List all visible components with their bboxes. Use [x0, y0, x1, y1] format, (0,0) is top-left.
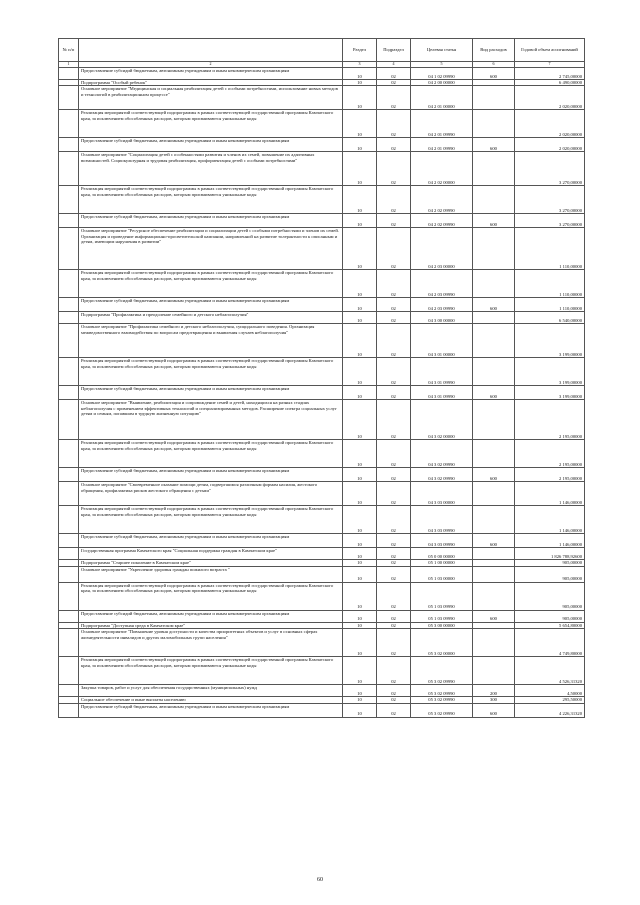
table-row [59, 386, 585, 400]
row-vid-cell [473, 228, 515, 270]
row-number-cell [59, 440, 79, 468]
column-number: 2 [79, 62, 343, 68]
row-vid-cell: 600 [473, 214, 515, 228]
row-target-cell: 04 3 03 00000 [411, 482, 473, 506]
row-podrazdel-cell: 02 [377, 110, 411, 138]
row-sum-cell: 2 195,00000 [515, 440, 585, 468]
row-name-cell: Реализация мероприятий соответствующей подпрограммы в рамках соответствующей государственной программы Камчатского края, за исключением обособленных расходов, которым присваиваются уникальные коды [79, 186, 343, 214]
row-sum-cell: 2 745,00000 [515, 68, 585, 80]
row-name-cell: Предоставление субсидий бюджетным, автономным учреждениям и иным некоммерческим организациям [79, 610, 343, 622]
table-row [59, 400, 585, 440]
row-vid-cell [473, 110, 515, 138]
row-number-cell [59, 506, 79, 534]
row-podrazdel-cell: 02 [377, 214, 411, 228]
row-target-cell: 04 2 01 09990 [411, 110, 473, 138]
row-target-cell: 04 3 02 09990 [411, 468, 473, 482]
row-target-cell: 04 3 01 00000 [411, 324, 473, 358]
row-vid-cell: 600 [473, 610, 515, 622]
row-podrazdel-cell: 02 [377, 186, 411, 214]
row-razdel-cell: 10 [343, 214, 377, 228]
row-name-cell: Реализация мероприятий соответствующей подпрограммы в рамках соответствующей государственной программы Камчатского края, за исключением обособленных расходов, которым присваиваются уникальные коды [79, 506, 343, 534]
row-name-cell: Основное мероприятие "Укрепление здоровья граждан пожилого возраста " [79, 566, 343, 582]
column-number: 5 [411, 62, 473, 68]
table-row [59, 86, 585, 110]
table-row [59, 482, 585, 506]
row-number-cell [59, 685, 79, 697]
row-vid-cell: 600 [473, 68, 515, 80]
row-vid-cell: 600 [473, 703, 515, 717]
row-vid-cell: 600 [473, 534, 515, 548]
row-number-cell [59, 138, 79, 152]
row-name-cell: Закупка товаров, работ и услуг для обеспечения государственных (муниципальных) нужд [79, 685, 343, 697]
row-number-cell [59, 582, 79, 610]
row-vid-cell [473, 270, 515, 298]
table-row [59, 138, 585, 152]
row-number-cell [59, 68, 79, 80]
row-target-cell: 04 2 01 09990 [411, 138, 473, 152]
row-sum-cell: 3 199,00000 [515, 386, 585, 400]
table-body [59, 68, 585, 718]
table-row [59, 703, 585, 717]
row-razdel-cell: 10 [343, 506, 377, 534]
row-name-cell: Реализация мероприятий соответствующей подпрограммы в рамках соответствующей государственной программы Камчатского края, за исключением обособленных расходов, которым присваиваются уникальные коды [79, 358, 343, 386]
row-vid-cell [473, 440, 515, 468]
row-name-cell: Реализация мероприятий соответствующей подпрограммы в рамках соответствующей государственной программы Камчатского края, за исключением обособленных расходов, которым присваиваются уникальные коды [79, 110, 343, 138]
row-number-cell [59, 324, 79, 358]
row-sum-cell: 3 199,00000 [515, 324, 585, 358]
row-vid-cell: 600 [473, 386, 515, 400]
row-number-cell [59, 86, 79, 110]
row-target-cell: 04 3 02 00000 [411, 400, 473, 440]
table-row [59, 629, 585, 657]
row-vid-cell [473, 657, 515, 685]
row-podrazdel-cell: 02 [377, 324, 411, 358]
header-razdel: Раздел [343, 39, 377, 62]
row-razdel-cell: 10 [343, 468, 377, 482]
table-row [59, 186, 585, 214]
row-vid-cell: 200 [473, 685, 515, 697]
row-name-cell: Реализация мероприятий соответствующей подпрограммы в рамках соответствующей государственной программы Камчатского края, за исключением обособленных расходов, которым присваиваются уникальные коды [79, 657, 343, 685]
row-razdel-cell: 10 [343, 186, 377, 214]
row-name-cell: Подпрограмма "Старшее поколение в Камчатском крае" [79, 560, 343, 566]
row-sum-cell: 1 826 788,92600 [515, 548, 585, 560]
row-razdel-cell: 10 [343, 703, 377, 717]
row-podrazdel-cell: 02 [377, 482, 411, 506]
row-name-cell: Предоставление субсидий бюджетным, автономным учреждениям и иным некоммерческим организациям [79, 138, 343, 152]
row-razdel-cell: 10 [343, 657, 377, 685]
row-name-cell: Основное мероприятие "Профилактика семейного и детского неблагополучия, суицидального поведения. Организация межведомственного взаимодействия по вопросам предотвращения и выявления случаев неблагополучия" [79, 324, 343, 358]
row-podrazdel-cell: 02 [377, 610, 411, 622]
row-podrazdel-cell: 02 [377, 86, 411, 110]
row-podrazdel-cell: 02 [377, 400, 411, 440]
row-podrazdel-cell: 02 [377, 298, 411, 312]
row-podrazdel-cell: 02 [377, 560, 411, 566]
row-razdel-cell: 10 [343, 68, 377, 80]
row-podrazdel-cell: 02 [377, 629, 411, 657]
row-target-cell: 04 3 02 09990 [411, 440, 473, 468]
row-podrazdel-cell: 02 [377, 685, 411, 697]
row-sum-cell: 2 020,00000 [515, 138, 585, 152]
row-razdel-cell: 10 [343, 298, 377, 312]
row-number-cell [59, 358, 79, 386]
row-target-cell: 05 1 03 00000 [411, 566, 473, 582]
table-row [59, 298, 585, 312]
table-row [59, 582, 585, 610]
row-sum-cell: 1 146,00000 [515, 506, 585, 534]
row-sum-cell: 1 110,00000 [515, 270, 585, 298]
row-sum-cell: 1 146,00000 [515, 482, 585, 506]
row-target-cell: 05 3 00 00000 [411, 622, 473, 628]
row-number-cell [59, 468, 79, 482]
row-podrazdel-cell: 02 [377, 80, 411, 86]
row-target-cell: 04 3 03 09990 [411, 506, 473, 534]
row-razdel-cell: 10 [343, 138, 377, 152]
row-sum-cell: 3 270,00000 [515, 214, 585, 228]
row-vid-cell: 600 [473, 298, 515, 312]
row-name-cell: Основное мероприятие "Медицинская и социальная реабилитация детей с особыми потребностями, использование новых методов и технологий в реабилитационном процессе" [79, 86, 343, 110]
row-podrazdel-cell: 02 [377, 312, 411, 324]
row-razdel-cell: 10 [343, 440, 377, 468]
row-podrazdel-cell: 02 [377, 697, 411, 703]
column-number: 4 [377, 62, 411, 68]
row-number-cell [59, 270, 79, 298]
row-vid-cell [473, 482, 515, 506]
row-sum-cell: 905,00000 [515, 610, 585, 622]
row-name-cell: Государственная программа Камчатского края "Социальная поддержка граждан в Камчатском крае" [79, 548, 343, 560]
row-razdel-cell: 10 [343, 312, 377, 324]
row-razdel-cell: 10 [343, 582, 377, 610]
table-row [59, 440, 585, 468]
row-razdel-cell: 10 [343, 685, 377, 697]
row-target-cell: 05 3 02 09990 [411, 697, 473, 703]
table-row [59, 358, 585, 386]
row-sum-cell: 5 654,80000 [515, 622, 585, 628]
row-number-cell [59, 186, 79, 214]
row-razdel-cell: 10 [343, 358, 377, 386]
row-name-cell: Предоставление субсидий бюджетным, автономным учреждениям и иным некоммерческим организациям [79, 534, 343, 548]
row-target-cell: 05 1 03 09990 [411, 582, 473, 610]
header-podrazdel: Подраздел [377, 39, 411, 62]
row-vid-cell [473, 566, 515, 582]
column-number: 7 [515, 62, 585, 68]
row-sum-cell: 3 270,00000 [515, 152, 585, 186]
row-name-cell: Предоставление субсидий бюджетным, автономным учреждениям и иным некоммерческим организациям [79, 68, 343, 80]
row-razdel-cell: 10 [343, 566, 377, 582]
row-vid-cell [473, 86, 515, 110]
row-number-cell [59, 386, 79, 400]
row-vid-cell [473, 324, 515, 358]
row-name-cell: Предоставление субсидий бюджетным, автономным учреждениям и иным некоммерческим организациям [79, 468, 343, 482]
row-name-cell: Реализация мероприятий соответствующей подпрограммы в рамках соответствующей государственной программы Камчатского края, за исключением обособленных расходов, которым присваиваются уникальные коды [79, 582, 343, 610]
row-razdel-cell: 10 [343, 110, 377, 138]
row-razdel-cell: 10 [343, 548, 377, 560]
table-row [59, 152, 585, 186]
row-target-cell: 04 3 01 09990 [411, 358, 473, 386]
table-header-row [59, 39, 585, 62]
row-number-cell [59, 228, 79, 270]
row-razdel-cell: 10 [343, 560, 377, 566]
row-sum-cell: 4 226,31320 [515, 703, 585, 717]
row-podrazdel-cell: 02 [377, 622, 411, 628]
row-target-cell: 04 2 02 09990 [411, 214, 473, 228]
row-sum-cell: 4,50000 [515, 685, 585, 697]
row-vid-cell [473, 629, 515, 657]
table-row [59, 68, 585, 80]
row-number-cell [59, 566, 79, 582]
row-number-cell [59, 610, 79, 622]
row-target-cell: 05 0 00 00000 [411, 548, 473, 560]
table-row [59, 312, 585, 324]
row-razdel-cell: 10 [343, 80, 377, 86]
row-podrazdel-cell: 02 [377, 68, 411, 80]
row-name-cell: Основное мероприятие "Ресурсное обеспечение реабилитации и социализации детей с особыми потребностями и членов их семей. Организация и проведение информационно-просветительской кампании, направленной на развитие толерантности к описанным и детям, имеющим нарушения в развитии" [79, 228, 343, 270]
table-row [59, 324, 585, 358]
row-number-cell [59, 312, 79, 324]
row-podrazdel-cell: 02 [377, 534, 411, 548]
row-name-cell: Реализация мероприятий соответствующей подпрограммы в рамках соответствующей государственной программы Камчатского края, за исключением обособленных расходов, которым присваиваются уникальные коды [79, 270, 343, 298]
row-number-cell [59, 152, 79, 186]
table-row [59, 610, 585, 622]
row-name-cell: Подпрограмма "Профилактика и преодоление семейного и детского неблагополучия" [79, 312, 343, 324]
row-vid-cell [473, 186, 515, 214]
row-target-cell: 05 1 03 09990 [411, 610, 473, 622]
row-podrazdel-cell: 02 [377, 582, 411, 610]
column-number: 1 [59, 62, 79, 68]
table-row [59, 534, 585, 548]
row-sum-cell: 3 199,00000 [515, 358, 585, 386]
row-vid-cell [473, 582, 515, 610]
row-vid-cell: 600 [473, 138, 515, 152]
header-target: Целевая статья [411, 39, 473, 62]
row-name-cell: Основное мероприятие "Повышение уровня доступности и качества приоритетных объектов и услуг в основных сферах жизнедеятельности инвалидов и других маломобильных групп населения" [79, 629, 343, 657]
row-razdel-cell: 10 [343, 228, 377, 270]
row-razdel-cell: 10 [343, 386, 377, 400]
row-number-cell [59, 482, 79, 506]
column-number: 6 [473, 62, 515, 68]
row-vid-cell [473, 152, 515, 186]
row-number-cell [59, 548, 79, 560]
row-sum-cell: 6 540,00000 [515, 312, 585, 324]
table-row [59, 566, 585, 582]
row-number-cell [59, 629, 79, 657]
row-sum-cell: 1 110,00000 [515, 228, 585, 270]
row-podrazdel-cell: 02 [377, 386, 411, 400]
row-podrazdel-cell: 02 [377, 657, 411, 685]
table-row [59, 548, 585, 560]
row-target-cell: 04 2 03 09990 [411, 270, 473, 298]
table-row [59, 110, 585, 138]
row-razdel-cell: 10 [343, 152, 377, 186]
table-row [59, 506, 585, 534]
row-podrazdel-cell: 02 [377, 506, 411, 534]
row-name-cell: Основное мероприятие "Своевременное оказание помощи детям, подвергшимся различным формам насилия, жестокого обращения, профилактика рисков жестокого обращения с детьми" [79, 482, 343, 506]
row-vid-cell: 300 [473, 697, 515, 703]
row-sum-cell: 905,00000 [515, 582, 585, 610]
row-target-cell: 04 3 01 09990 [411, 386, 473, 400]
row-razdel-cell: 10 [343, 400, 377, 440]
row-vid-cell [473, 358, 515, 386]
row-target-cell: 04 2 03 00000 [411, 228, 473, 270]
table-row [59, 270, 585, 298]
row-number-cell [59, 400, 79, 440]
row-name-cell: Подпрограмма "Особый ребенок" [79, 80, 343, 86]
row-razdel-cell: 10 [343, 534, 377, 548]
row-vid-cell [473, 400, 515, 440]
row-number-cell [59, 298, 79, 312]
table-row [59, 214, 585, 228]
table-row [59, 468, 585, 482]
row-podrazdel-cell: 02 [377, 138, 411, 152]
row-vid-cell: 600 [473, 468, 515, 482]
row-podrazdel-cell: 02 [377, 468, 411, 482]
row-target-cell: 04 1 02 09990 [411, 68, 473, 80]
row-vid-cell [473, 506, 515, 534]
row-podrazdel-cell: 02 [377, 270, 411, 298]
row-razdel-cell: 10 [343, 629, 377, 657]
table-row [59, 657, 585, 685]
row-podrazdel-cell: 02 [377, 358, 411, 386]
row-podrazdel-cell: 02 [377, 228, 411, 270]
column-number: 3 [343, 62, 377, 68]
row-razdel-cell: 10 [343, 622, 377, 628]
header-sum: Годовой объем ассигнований [515, 39, 585, 62]
row-name-cell: Предоставление субсидий бюджетным, автономным учреждениям и иным некоммерческим организациям [79, 214, 343, 228]
row-name-cell: Основное мероприятие "Социализация детей с особенностями развития и членов их семей, повышение их адаптивных возможностей. Социокультурная и трудовая реабилитация, профориентация детей с особыми потребностями" [79, 152, 343, 186]
row-sum-cell: 2 195,00000 [515, 400, 585, 440]
row-target-cell: 04 2 03 09990 [411, 298, 473, 312]
row-number-cell [59, 534, 79, 548]
budget-table [58, 38, 585, 718]
row-sum-cell: 295,50000 [515, 697, 585, 703]
row-name-cell: Подпрограмма "Доступная среда в Камчатском крае" [79, 622, 343, 628]
row-sum-cell: 2 195,00000 [515, 468, 585, 482]
header-name [79, 39, 343, 62]
row-name-cell: Социальное обеспечение и иные выплаты населению [79, 697, 343, 703]
row-razdel-cell: 10 [343, 697, 377, 703]
row-podrazdel-cell: 02 [377, 703, 411, 717]
row-podrazdel-cell: 02 [377, 152, 411, 186]
table-row [59, 228, 585, 270]
row-target-cell: 04 3 03 09990 [411, 534, 473, 548]
row-sum-cell: 1 146,00000 [515, 534, 585, 548]
row-sum-cell: 6 490,00000 [515, 80, 585, 86]
row-razdel-cell: 10 [343, 270, 377, 298]
row-target-cell: 04 2 01 00000 [411, 86, 473, 110]
row-target-cell: 04 3 00 00000 [411, 312, 473, 324]
row-target-cell: 05 3 02 09990 [411, 685, 473, 697]
row-target-cell: 05 3 02 00000 [411, 629, 473, 657]
row-podrazdel-cell: 02 [377, 548, 411, 560]
table-row [59, 685, 585, 697]
row-sum-cell: 4 749,80000 [515, 629, 585, 657]
row-sum-cell: 905,00000 [515, 560, 585, 566]
row-vid-cell [473, 312, 515, 324]
page-number: 60 [317, 877, 323, 883]
row-sum-cell: 905,00000 [515, 566, 585, 582]
row-sum-cell: 3 270,00000 [515, 186, 585, 214]
row-target-cell: 05 1 00 00000 [411, 560, 473, 566]
row-name-cell: Предоставление субсидий бюджетным, автономным учреждениям и иным некоммерческим организациям [79, 703, 343, 717]
row-razdel-cell: 10 [343, 86, 377, 110]
row-sum-cell: 1 110,00000 [515, 298, 585, 312]
row-target-cell: 04 2 00 00000 [411, 80, 473, 86]
row-number-cell [59, 657, 79, 685]
header-vid: Вид расходов [473, 39, 515, 62]
row-number-cell [59, 110, 79, 138]
row-razdel-cell: 10 [343, 482, 377, 506]
document-page [58, 38, 584, 718]
row-number-cell [59, 703, 79, 717]
row-razdel-cell: 10 [343, 610, 377, 622]
row-number-cell [59, 214, 79, 228]
row-razdel-cell: 10 [343, 324, 377, 358]
row-name-cell: Основное мероприятие "Выявление, реабилитация и сопровождение семей и детей, находящихся на разных стадиях неблагополучия с применением эффективных технологий и специализированных методов. Расширение спектра социальных услуг детям и семьям, попавшим в трудную жизненную ситуацию" [79, 400, 343, 440]
row-name-cell: Предоставление субсидий бюджетным, автономным учреждениям и иным некоммерческим организациям [79, 386, 343, 400]
row-sum-cell: 2 020,00000 [515, 86, 585, 110]
row-target-cell: 04 2 02 09990 [411, 186, 473, 214]
row-name-cell: Предоставление субсидий бюджетным, автономным учреждениям и иным некоммерческим организациям [79, 298, 343, 312]
row-sum-cell: 4 526,31320 [515, 657, 585, 685]
row-target-cell: 05 3 02 09990 [411, 703, 473, 717]
row-podrazdel-cell: 02 [377, 566, 411, 582]
row-podrazdel-cell: 02 [377, 440, 411, 468]
row-name-cell: Реализация мероприятий соответствующей подпрограммы в рамках соответствующей государственной программы Камчатского края, за исключением обособленных расходов, которым присваиваются уникальные коды [79, 440, 343, 468]
row-target-cell: 04 2 02 00000 [411, 152, 473, 186]
header-num: № п/п [59, 39, 79, 62]
row-target-cell: 05 3 02 09990 [411, 657, 473, 685]
row-sum-cell: 2 020,00000 [515, 110, 585, 138]
row-vid-cell [473, 548, 515, 560]
